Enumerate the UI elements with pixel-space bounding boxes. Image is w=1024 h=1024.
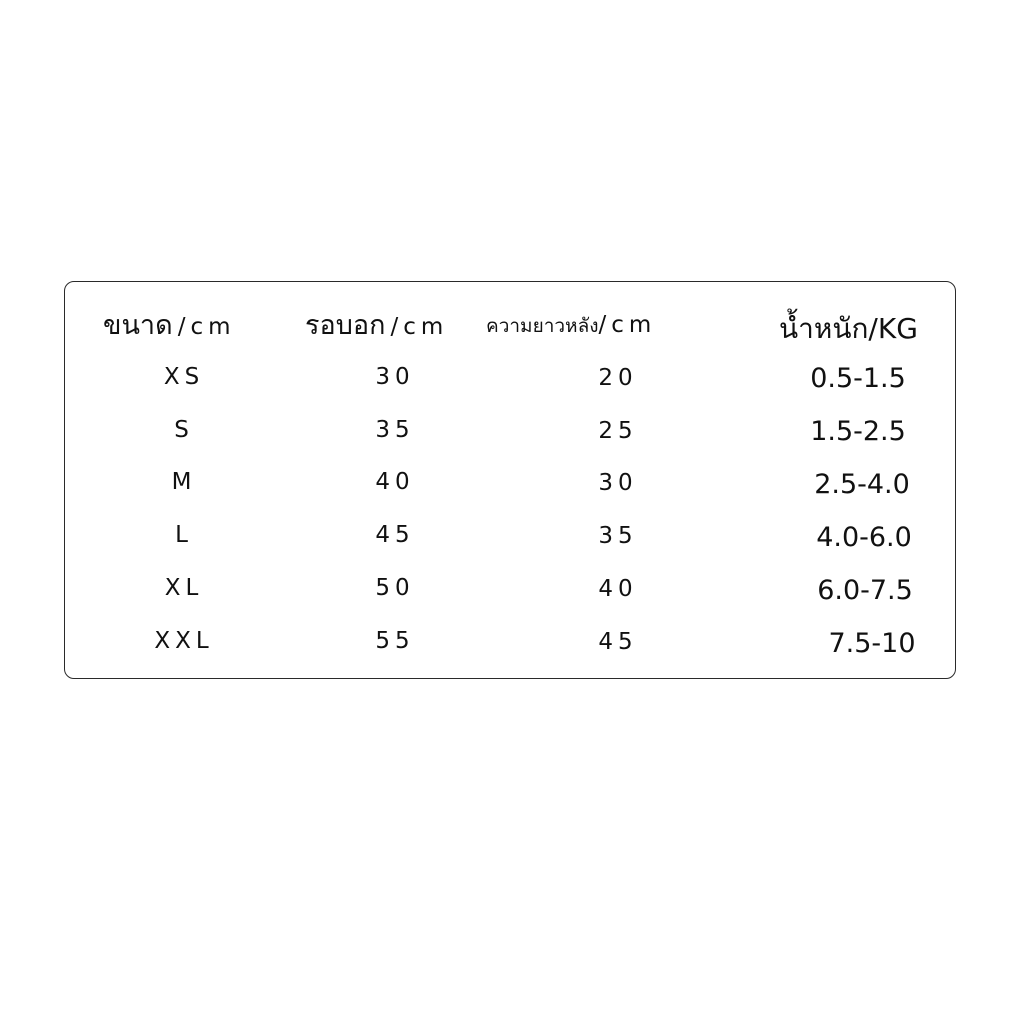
cell-chest: 50 [375, 575, 415, 601]
cell-back-length: 20 [598, 365, 638, 391]
size-chart-table [64, 281, 956, 679]
header-back-length [486, 314, 656, 337]
header-chest [305, 312, 448, 339]
header-back-length-unit: /cm [598, 312, 657, 338]
cell-size: M [171, 469, 197, 495]
cell-weight: 2.5-4.0 [814, 469, 910, 500]
cell-chest: 45 [375, 522, 415, 548]
cell-chest: 55 [375, 628, 415, 654]
cell-size: XS [163, 364, 205, 390]
cell-back-length: 30 [598, 470, 638, 496]
cell-weight: 7.5-10 [828, 628, 916, 659]
header-chest-label: รอบอก [305, 310, 386, 341]
header-size-label: ขนาด [103, 310, 173, 341]
cell-weight: 4.0-6.0 [816, 522, 912, 553]
cell-chest: 30 [375, 364, 415, 390]
cell-back-length: 35 [598, 523, 638, 549]
cell-weight: 0.5-1.5 [810, 363, 906, 394]
cell-size: XXL [154, 628, 214, 654]
cell-weight: 6.0-7.5 [817, 575, 913, 606]
header-chest-unit: /cm [390, 314, 449, 340]
cell-size: XL [164, 575, 204, 601]
header-weight: น้ำหนัก/KG [779, 312, 918, 345]
cell-weight: 1.5-2.5 [810, 416, 906, 447]
cell-size: L [175, 522, 193, 548]
cell-back-length: 45 [598, 629, 638, 655]
header-size [103, 312, 236, 339]
cell-back-length: 40 [598, 576, 638, 602]
cell-chest: 35 [375, 417, 415, 443]
cell-chest: 40 [375, 469, 415, 495]
cell-back-length: 25 [598, 418, 638, 444]
cell-size: S [174, 417, 194, 443]
header-size-unit: /cm [177, 314, 236, 340]
header-back-length-label: ความยาวหลัง [486, 315, 599, 337]
